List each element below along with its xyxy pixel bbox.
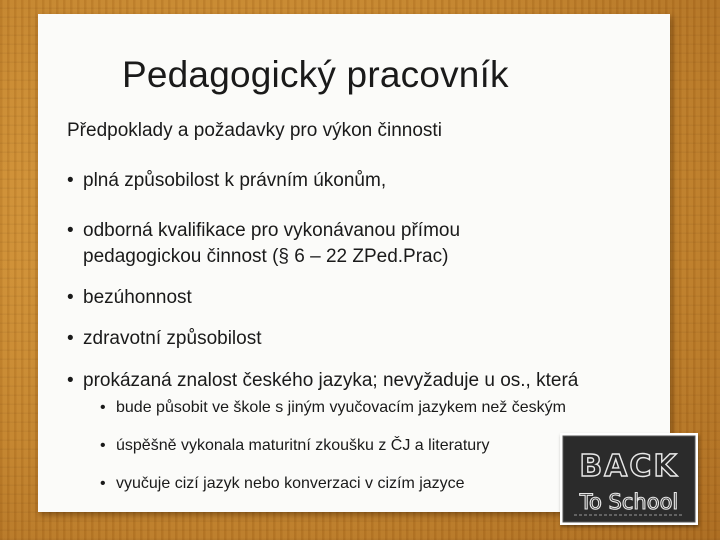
slide-title: Pedagogický pracovník xyxy=(122,54,509,95)
bullet-marker: • xyxy=(67,287,74,308)
bullet-text: bezúhonnost xyxy=(83,287,192,308)
bullet-text: odborná kvalifikace pro vykonávanou přímou xyxy=(83,220,461,241)
bullet-marker: • xyxy=(100,437,106,454)
bullet-marker: • xyxy=(67,328,74,349)
sub-bullet-text: bude působit ve škole s jiným vyučovacím jazykem než českým xyxy=(116,399,566,416)
badge-line1: BACK xyxy=(579,449,679,484)
bullet-marker: • xyxy=(67,220,74,241)
bullet-continuation: pedagogickou činnost (§ 6 – 22 ZPed.Prac) xyxy=(83,246,449,267)
bullet-item xyxy=(67,370,578,392)
bullet-item xyxy=(67,170,386,192)
slide-subtitle: Předpoklady a požadavky pro výkon činnosti xyxy=(67,120,442,141)
bullet-item xyxy=(67,287,192,309)
back-to-school-chalkboard xyxy=(560,433,698,525)
bullet-item xyxy=(67,220,460,242)
sub-bullet-item xyxy=(100,475,465,493)
badge-line2: To School xyxy=(579,490,679,514)
bullet-marker: • xyxy=(67,170,74,191)
bullet-text: zdravotní způsobilost xyxy=(83,328,262,349)
bullet-marker: • xyxy=(67,370,74,391)
bullet-marker: • xyxy=(100,475,106,492)
sub-bullet-item xyxy=(100,437,490,455)
sub-bullet-item xyxy=(100,399,566,417)
bullet-marker: • xyxy=(100,399,106,416)
sub-bullet-text: vyučuje cizí jazyk nebo konverzaci v cizím jazyce xyxy=(116,475,465,492)
bullet-text: prokázaná znalost českého jazyka; nevyžaduje u os., která xyxy=(83,370,579,391)
sub-bullet-text: úspěšně vykonala maturitní zkoušku z ČJ a literatury xyxy=(116,437,490,454)
bullet-text: plná způsobilost k právním úkonům, xyxy=(83,170,387,191)
bullet-item xyxy=(67,328,262,350)
chalkboard-graphic xyxy=(560,433,698,525)
